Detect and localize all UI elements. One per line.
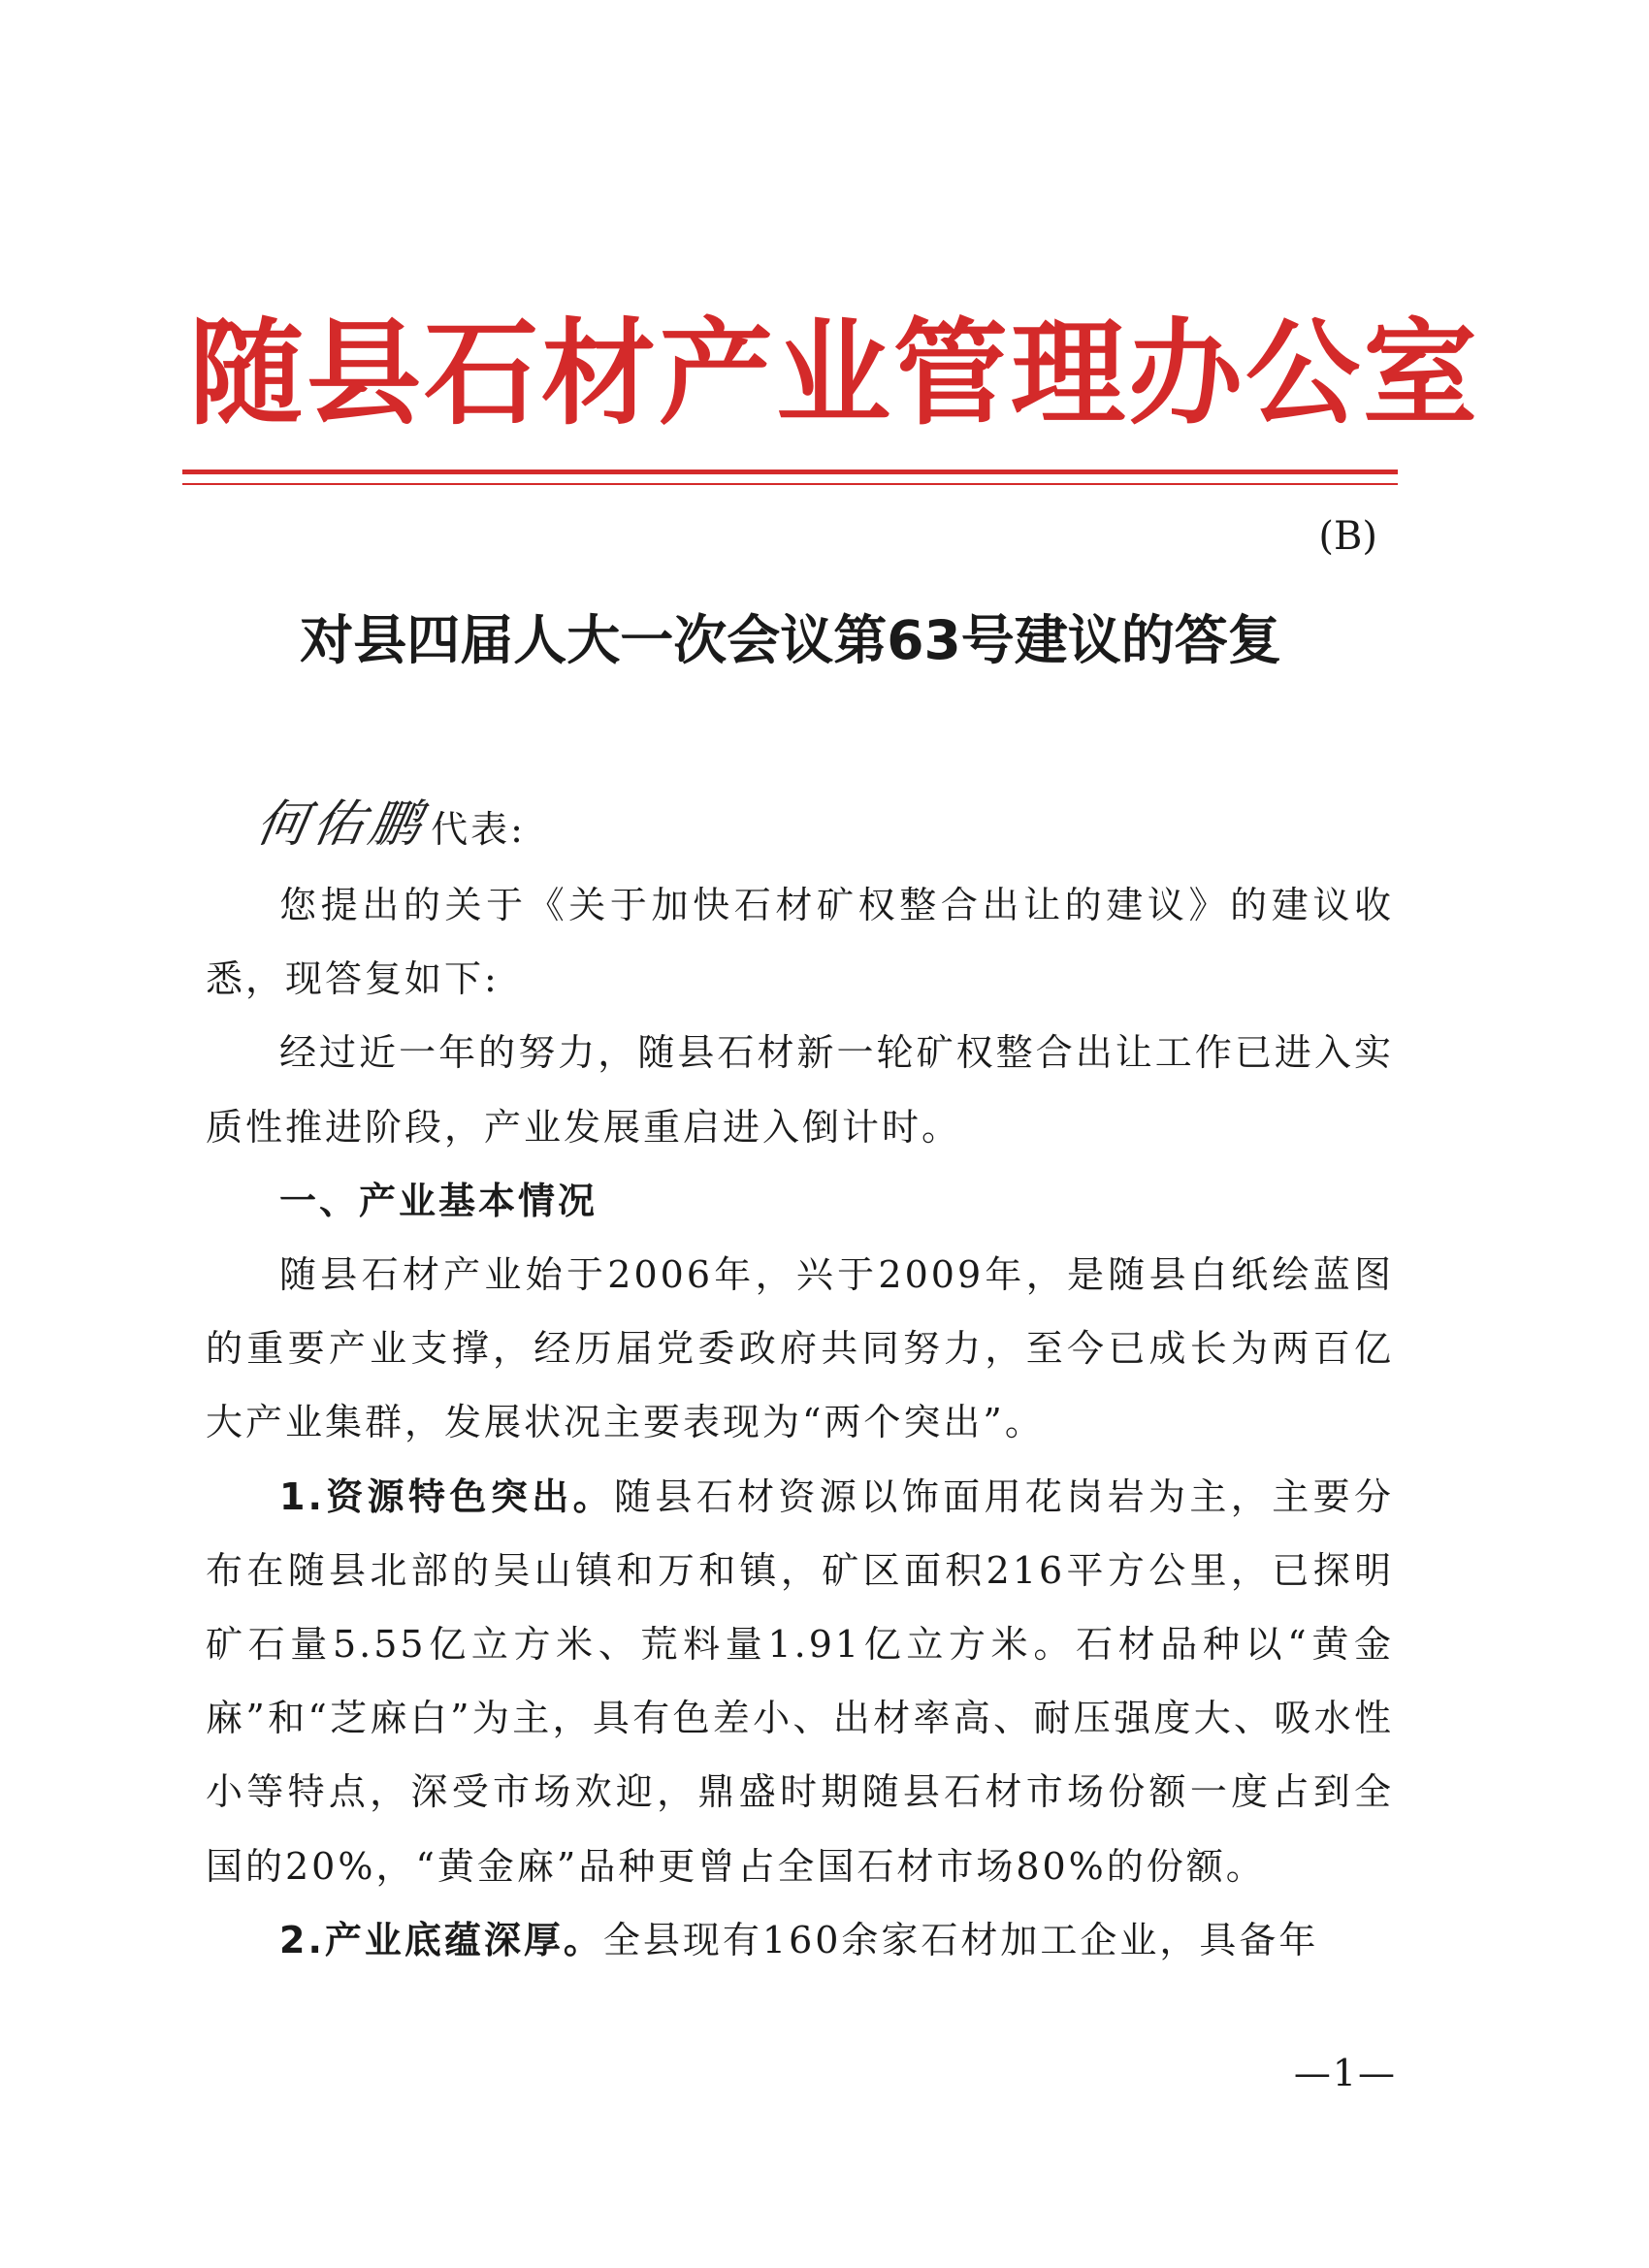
handwritten-signature: 何佑鹏 bbox=[251, 795, 432, 854]
paragraph-industry-overview: 随县石材产业始于2006年，兴于2009年，是随县白纸绘蓝图的重要产业支撑，经历届党委政府共同努力，至今已成长为两百亿大产业集群，发展状况主要表现为“两个突出”。 bbox=[206, 1253, 1394, 1444]
paragraph-text: 随县石材资源以饰面用花岗岩为主，主要分布在随县北部的吴山镇和万和镇，矿区面积216平方公里，已探明矿石量5.55亿立方米、荒料量1.91亿立方米。石材品种以“黄金麻”和“芝麻白”为主，具有色差小、出材率高、耐压强度大、吸水性小等特点，深受市场欢迎，鼎盛时期随县石材市场份额一度占到全国的20%，“黄金麻”品种更曾占全国石材市场80%的份额。 bbox=[206, 1474, 1394, 1888]
document-code: (B) bbox=[1318, 514, 1377, 559]
paragraph-acknowledgement: 您提出的关于《关于加快石材矿权整合出让的建议》的建议收悉，现答复如下: bbox=[206, 884, 1394, 1001]
letterhead-red-rule-thin bbox=[182, 483, 1398, 485]
paragraph-resource-features bbox=[206, 1460, 1394, 1903]
page-number: —1— bbox=[1293, 2052, 1397, 2094]
paragraph-progress: 经过近一年的努力，随县石材新一轮矿权整合出让工作已进入实质性推进阶段，产业发展重启进入倒计时。 bbox=[206, 1031, 1394, 1149]
letterhead-organization: 随县石材产业管理办公室 bbox=[189, 307, 1481, 440]
section-heading: 一、产业基本情况 bbox=[279, 1179, 598, 1222]
paragraph-industry-foundation bbox=[206, 1903, 1394, 1977]
paragraph-lead: 1.资源特色突出。 bbox=[279, 1474, 614, 1518]
salutation bbox=[251, 791, 526, 868]
document-body bbox=[206, 868, 1394, 1977]
letterhead-red-rule-thick bbox=[182, 470, 1398, 474]
salutation-suffix: 代表: bbox=[431, 808, 526, 851]
paragraph-lead: 2.产业底蕴深厚。 bbox=[279, 1918, 603, 1961]
paragraph-text: 全县现有160余家石材加工企业，具备年 bbox=[602, 1918, 1319, 1961]
document-title: 对县四届人大一次会议第63号建议的答复 bbox=[300, 609, 1281, 671]
